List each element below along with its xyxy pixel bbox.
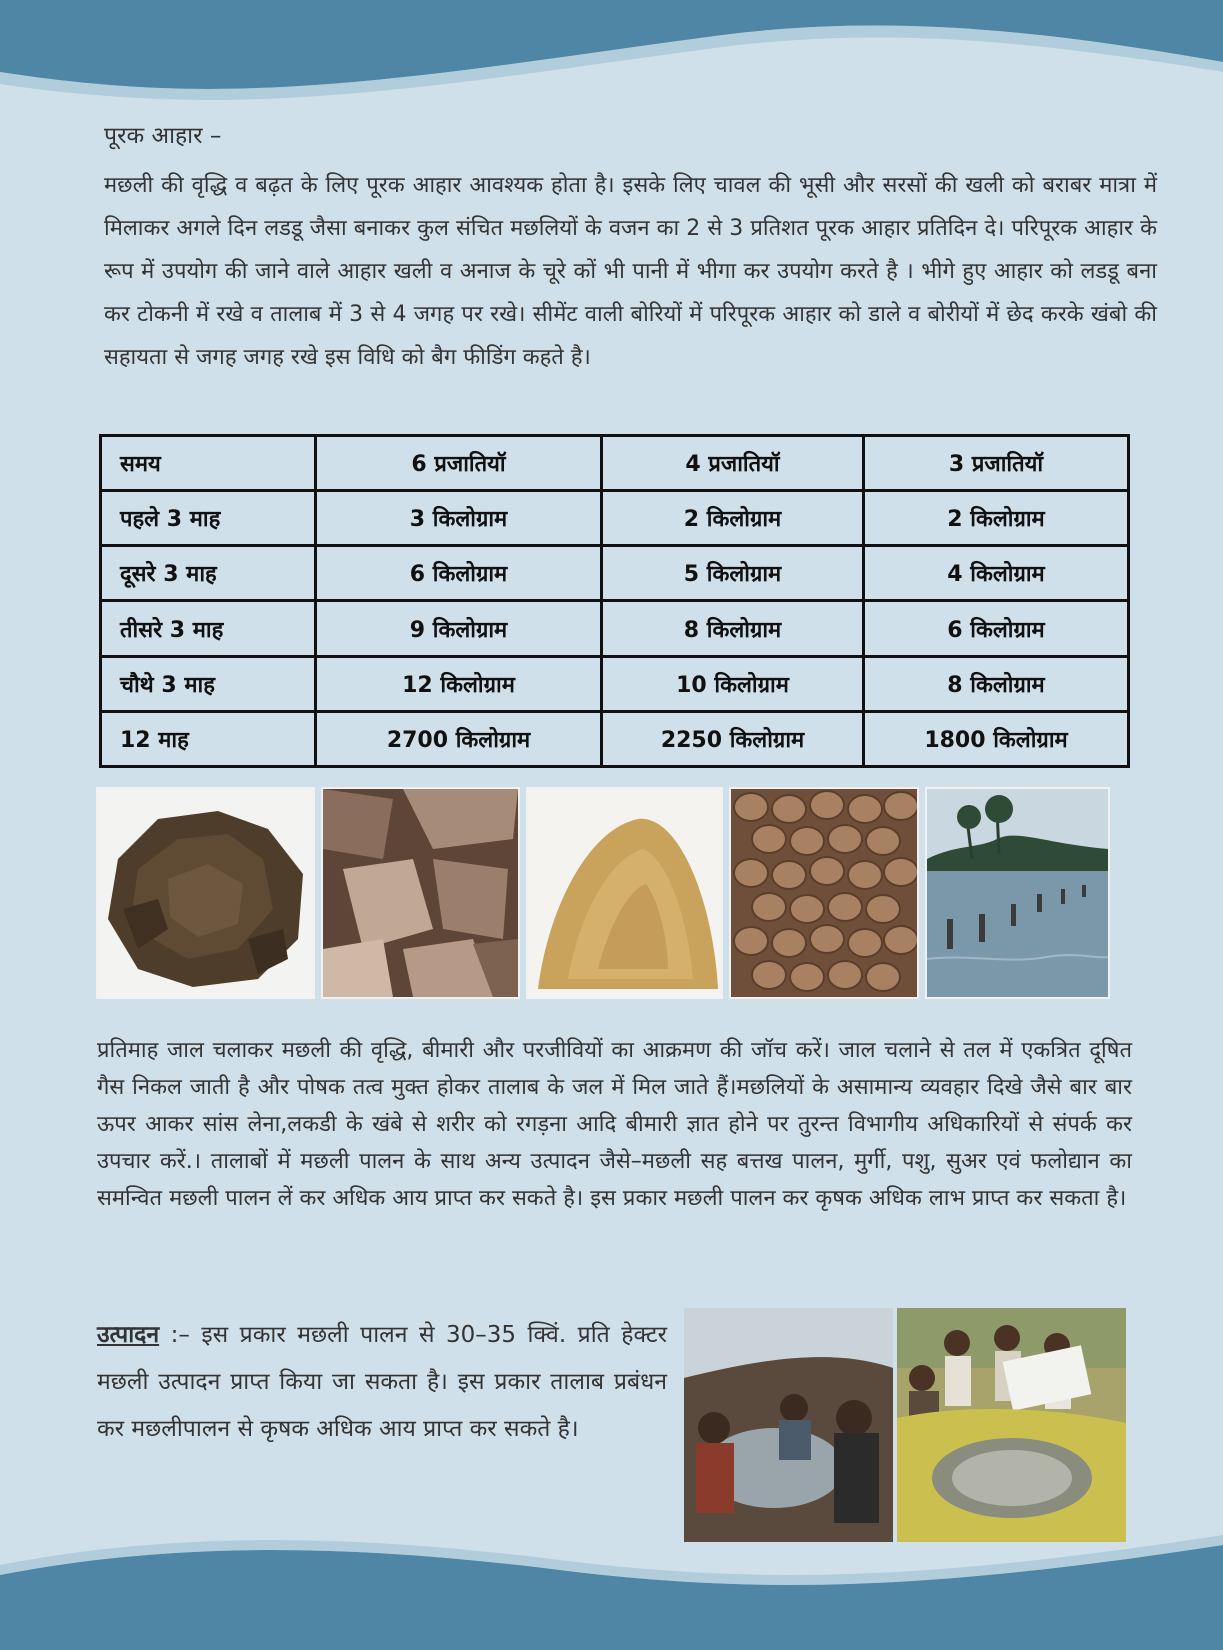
production-paragraph — [97, 1312, 667, 1453]
table-row — [101, 546, 1129, 601]
table-cell: दूसरे 3 माह — [101, 546, 316, 601]
table-cell: 12 किलोग्राम — [316, 656, 602, 711]
dried-cake-flakes-photo — [321, 787, 520, 999]
table-cell: 6 किलोग्राम — [864, 601, 1129, 656]
table-header-row — [101, 436, 1129, 491]
table-cell: तीसरे 3 माह — [101, 601, 316, 656]
table-cell: 6 किलोग्राम — [316, 546, 602, 601]
table-cell: पहले 3 माह — [101, 491, 316, 546]
table-row — [101, 491, 1129, 546]
harvest-catch-photo — [897, 1308, 1126, 1542]
table-cell: 8 किलोग्राम — [864, 656, 1129, 711]
table-cell: 2700 किलोग्राम — [316, 711, 602, 766]
oil-cake-photo — [96, 787, 315, 999]
feed-schedule-table — [99, 434, 1130, 768]
table-row — [101, 601, 1129, 656]
table-cell: 2 किलोग्राम — [864, 491, 1129, 546]
table-header-cell: 4 प्रजातियॉ — [602, 436, 864, 491]
table-cell: 5 किलोग्राम — [602, 546, 864, 601]
production-text: :– इस प्रकार मछली पालन से 30–35 क्विं. प्रति हेक्टर मछली उत्पादन प्राप्त किया जा सकता है। इस प्रकार तालाब प्रबंधन कर मछलीपालन से कृषक अधिक आय प्राप्त कर सकते है। — [97, 1322, 667, 1442]
table-header-cell: समय — [101, 436, 316, 491]
table-row — [101, 656, 1129, 711]
table-cell: 3 किलोग्राम — [316, 491, 602, 546]
table-cell: चौथे 3 माह — [101, 656, 316, 711]
table-cell: 4 किलोग्राम — [864, 546, 1129, 601]
harvest-photos — [684, 1308, 1126, 1542]
table-cell: 2 किलोग्राम — [602, 491, 864, 546]
table-header-cell: 3 प्रजातियॉ — [864, 436, 1129, 491]
pond-bag-feeding-photo — [925, 787, 1110, 999]
monitoring-paragraph: प्रतिमाह जाल चलाकर मछली की वृद्धि, बीमारी और परजीवियों का आक्रमण की जॉच करें। जाल चलाने से तल में एकत्रित दूषित गैस निकल जाती है और पोषक तत्व मुक्त होकर तालाब के जल में मिल जाते हैं।मछलियों के असामान्य व्यवहार दिखे जैसे बार बार ऊपर आकर सांस लेना,लकडी के खंबे से शरीर को रगड़ना आदि बीमारी ज्ञात होने पर तुरन्त विभागीय अधिकारियों से संपर्क कर उपचार करें.। तालाबों में मछली पालन के साथ अन्य उत्पादन जैसे–मछली सह बत्तख पालन, मुर्गी, पशु, सुअर एवं फलोद्यान का समन्वित मछली पालन लें कर अधिक आय प्राप्त कर सकते है। इस प्रकार मछली पालन कर कृषक अधिक लाभ प्राप्त कर सकता है। — [97, 1038, 1132, 1211]
table-cell: 1800 किलोग्राम — [864, 711, 1129, 766]
table-cell: 8 किलोग्राम — [602, 601, 864, 656]
table-cell: 10 किलोग्राम — [602, 656, 864, 711]
table-cell: 2250 किलोग्राम — [602, 711, 864, 766]
table-header-cell: 6 प्रजातियॉ — [316, 436, 602, 491]
production-title: उत्पादन — [97, 1322, 160, 1348]
feed-pellets-photo — [729, 787, 919, 999]
feed-photo-strip — [96, 787, 1126, 999]
supplementary-feed-paragraph: मछली की वृद्धि व बढ़त के लिए पूरक आहार आवश्यक होता है। इसके लिए चावल की भूसी और सरसों की खली को बराबर मात्रा में मिलाकर अगले दिन लडडू जैसा बनाकर कुल संचित मछलियों के वजन का 2 से 3 प्रतिशत पूरक आहार प्रतिदिन दे। परिपूरक आहार के रूप में उपयोग की जाने वाले आहार खली व अनाज के चूरे कों भी पानी में भीगा कर उपयोग करते है । भीगे हुए आहार को लडडू बना कर टोकनी में रखे व तालाब में 3 से 4 जगह पर रखे। सीमेंट वाली बोरियों में परिपूरक आहार को डाले व बोरीयों में छेद करके खंबो की सहायता से जगह जगह रखे इस विधि को बैग फीडिंग कहते है। — [104, 173, 1157, 370]
section-heading: पूरक आहार – — [104, 123, 222, 149]
table-row — [101, 711, 1129, 766]
rice-bran-powder-photo — [526, 787, 723, 999]
table-cell: 12 माह — [101, 711, 316, 766]
table-cell: 9 किलोग्राम — [316, 601, 602, 656]
harvest-net-photo — [684, 1308, 893, 1542]
